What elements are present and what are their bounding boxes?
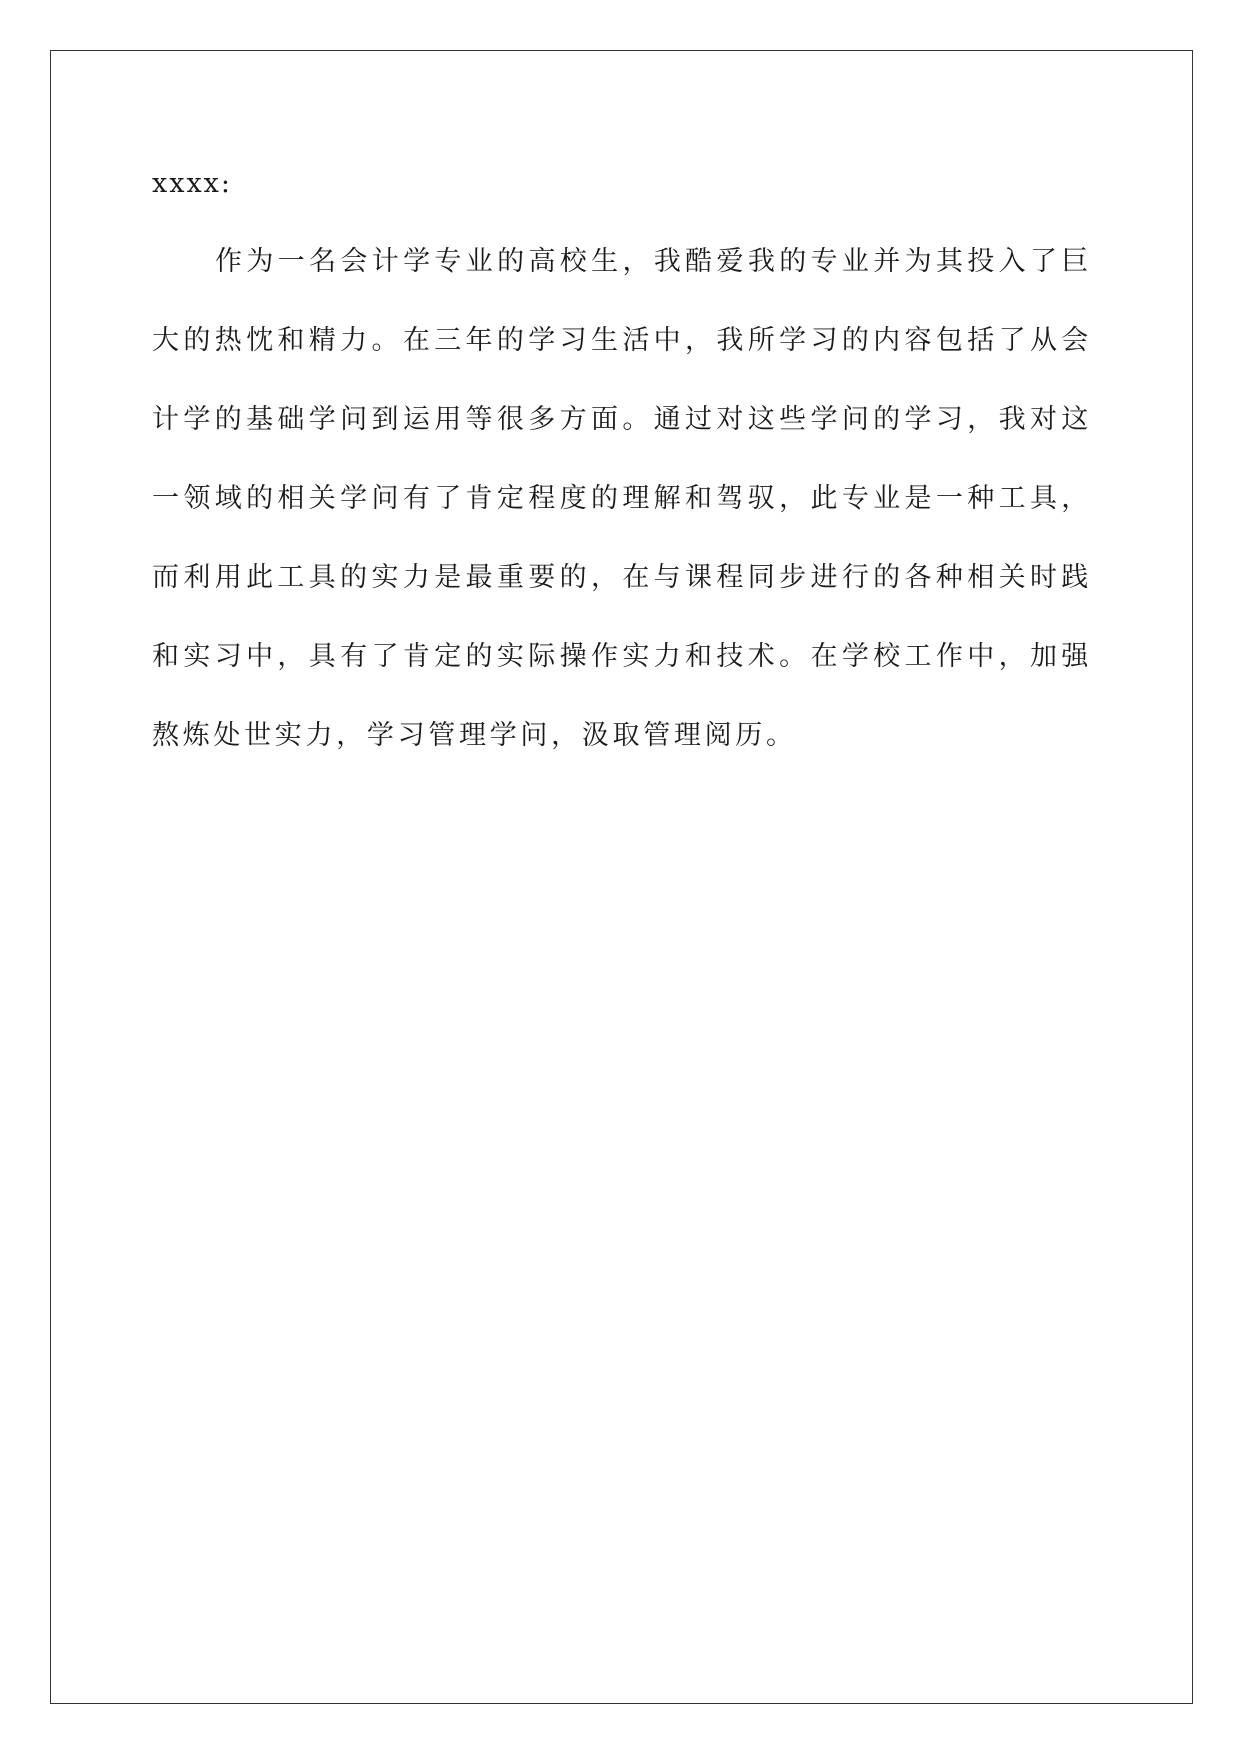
greeting: xxxx: <box>152 168 233 199</box>
document-body <box>152 164 1092 775</box>
paragraph: 作为一名会计学专业的高校生，我酷爱我的专业并为其投入了巨大的热忱和精力。在三年的学习生活中，我所学习的内容包括了从会计学的基础学问到运用等很多方面。通过对这些学问的学习，我对这一领域的相关学问有了肯定程度的理解和驾驭，此专业是一种工具，而利用此工具的实力是最重要的，在与课程同步进行的各种相关时践和实习中，具有了肯定的实际操作实力和技术。在学校工作中，加强熬炼处世实力，学习管理学问，汲取管理阅历。 <box>152 246 1092 751</box>
